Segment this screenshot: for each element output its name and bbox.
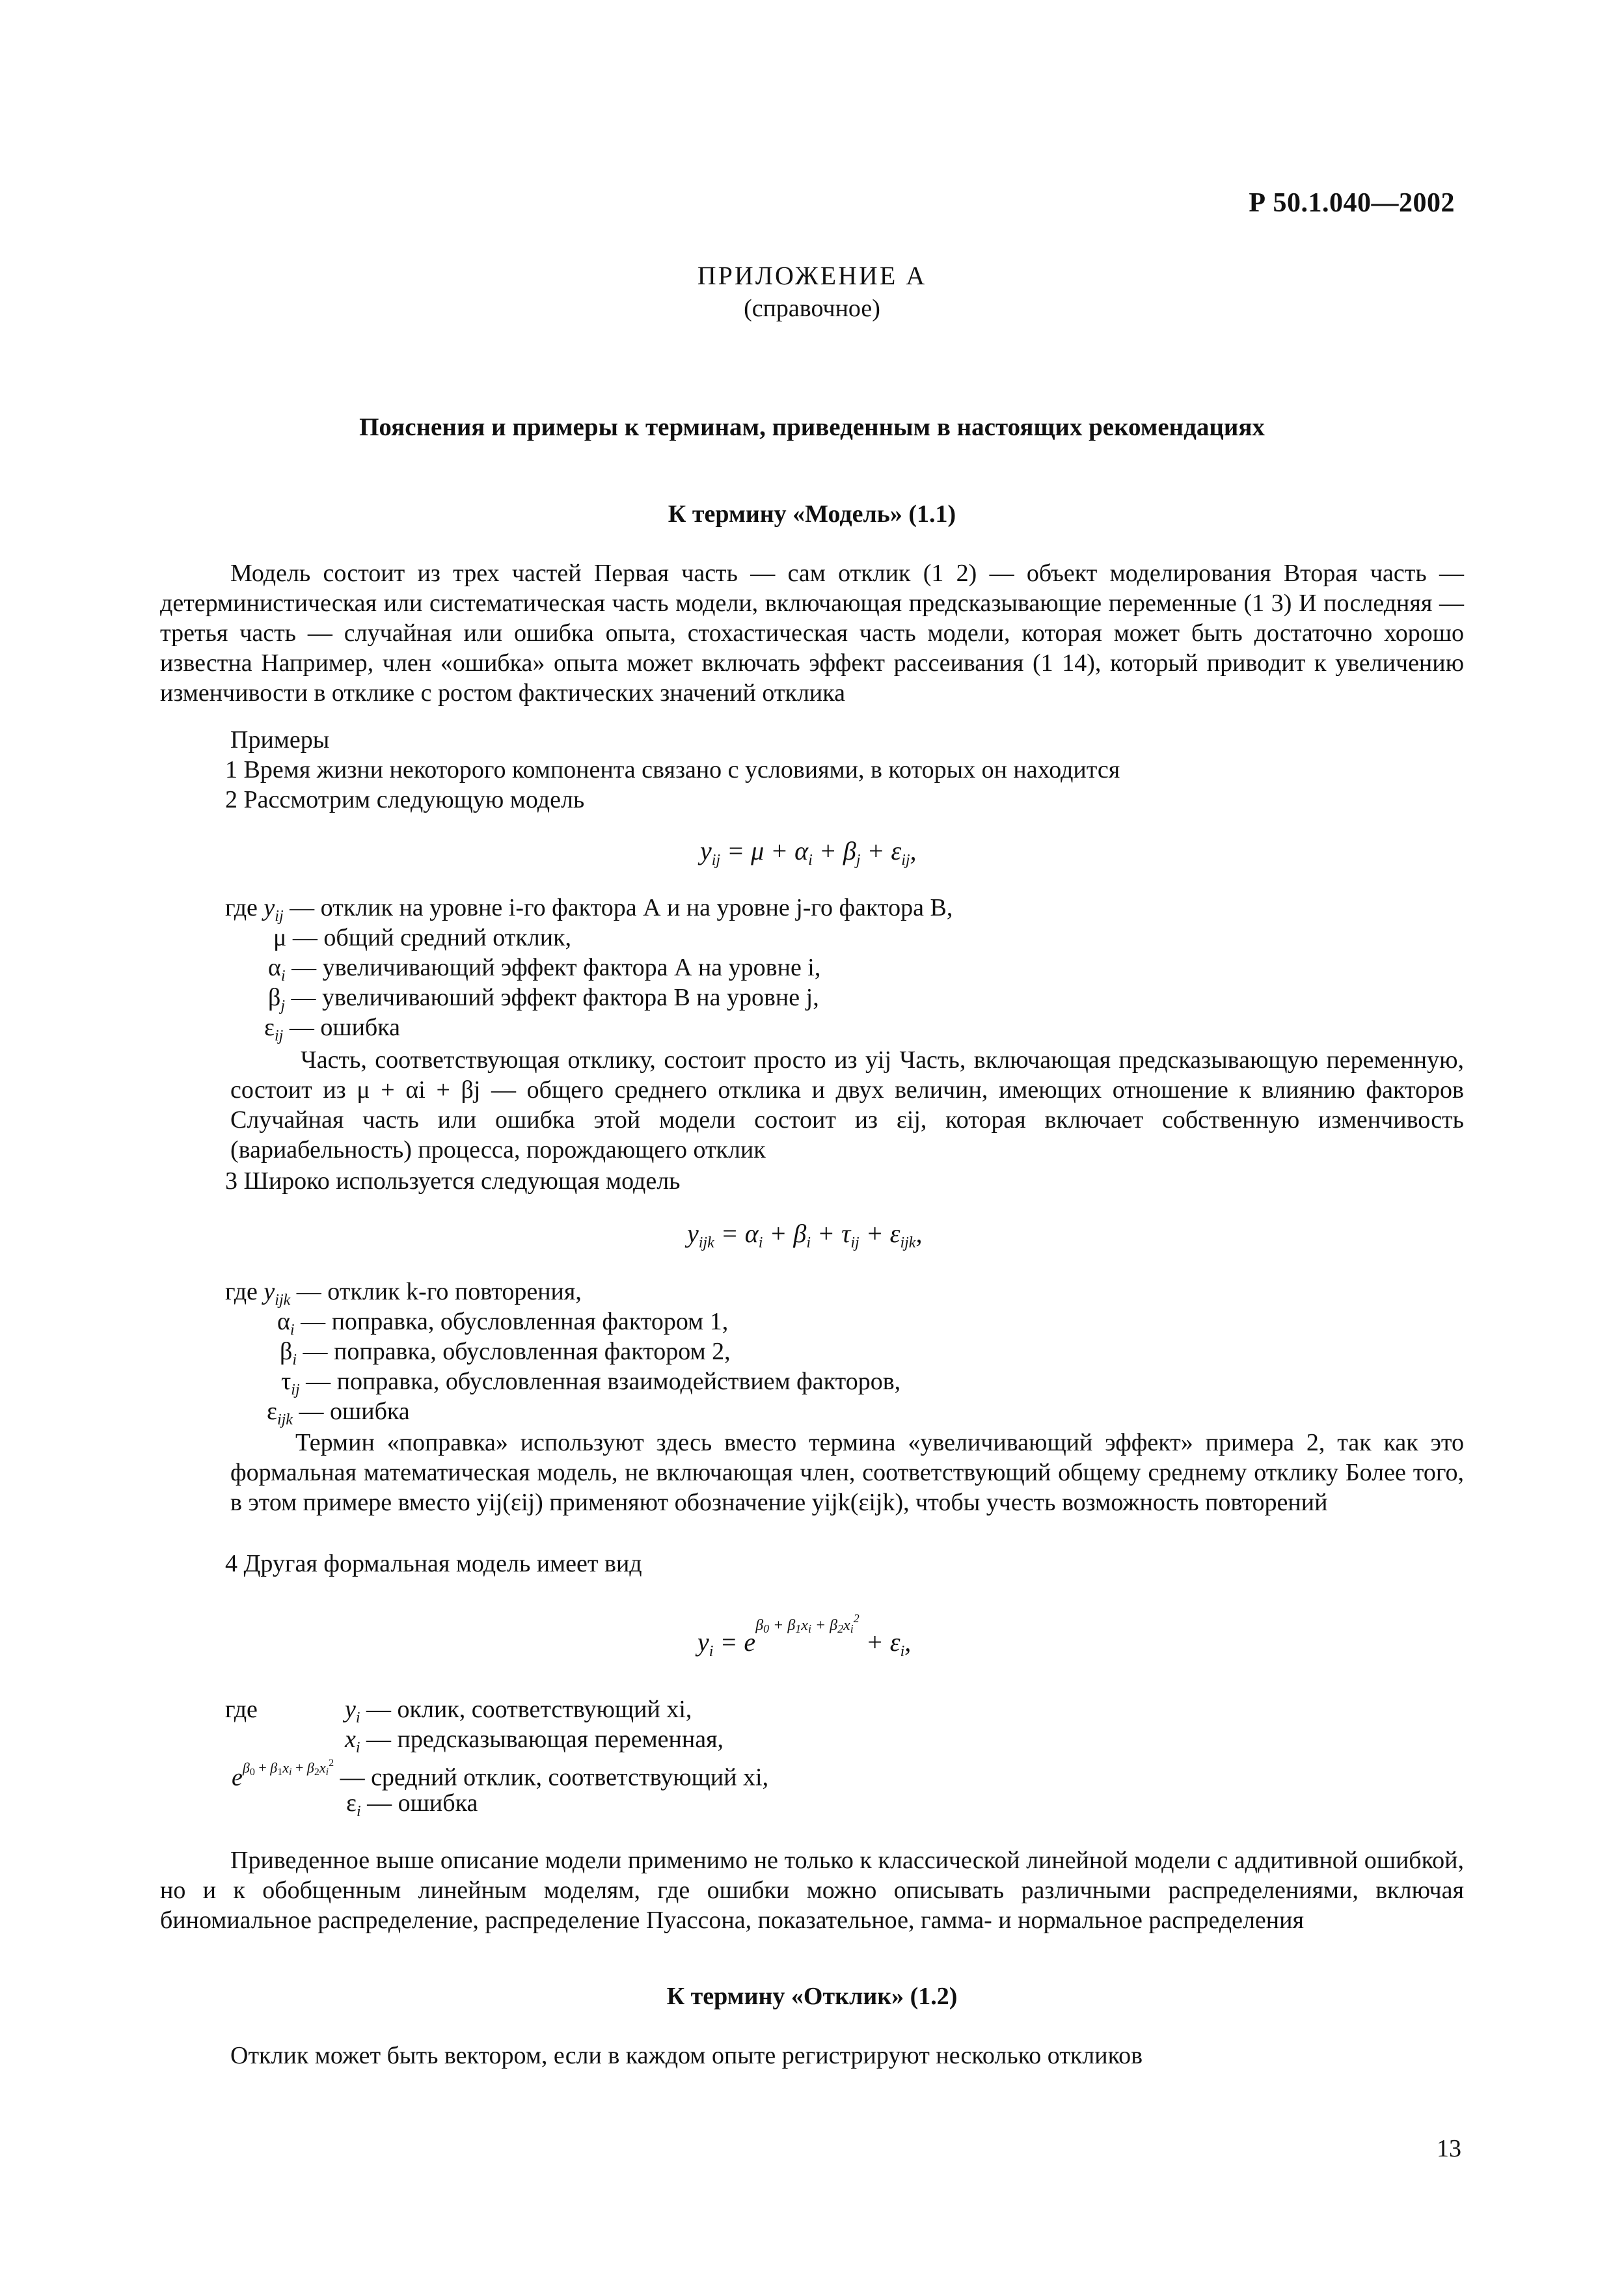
ex3-explanation [230, 1428, 1464, 1517]
ex3-def-text: — ошибка [299, 1398, 410, 1425]
ex3-def-text: — отклик k-го повторения, [296, 1278, 582, 1305]
ex4-def-text: — предсказывающая переменная, [366, 1726, 724, 1753]
examples-label: Примеры [230, 726, 330, 754]
example-2: 2 Рассмотрим следующую модель [225, 786, 585, 813]
response-text: Отклик может быть вектором, если в каждом опыте регистрируют несколько откликов [230, 2042, 1143, 2069]
ex2-def-text: — общий средний отклик, [292, 924, 572, 951]
ex3-def-eps: $\varepsilon_{ijk}$ — ошибка [267, 1398, 410, 1428]
ex2-def-text: — увеличивающий эффект фактора А на уровне i, [291, 954, 821, 981]
ex3-def-beta: $\beta_i$ — поправка, обусловленная фактором 2, [280, 1338, 731, 1368]
model-intro-text: Модель состоит из трех частей Первая часть — сам отклик (1 2) — объект моделирования Вторая часть — детерминистическая или систематическая часть модели, включающая предсказывающие переменные (1 3) И последняя — третья часть — случайная или ошибка опыта, стохастическая часть модели, которая может быть достаточно хорошо известна Например, член «ошибка» опыта может включать эффект рассеивания (1 14), который приводит к увеличению изменчивости в отклике с ростом фактических значений отклика [160, 560, 1464, 707]
ex2-def-text: — ошибка [289, 1014, 400, 1041]
ex4-def-text: — средний отклик, соответствующий xi, [340, 1763, 769, 1791]
model-closing [160, 1845, 1464, 1935]
ex3-def-tau: $\tau_{ij}$ — поправка, обусловленная взаимодействием факторов, [281, 1368, 901, 1398]
appendix-title: ПРИЛОЖЕНИЕ А [697, 261, 927, 290]
ex2-def-yij: где $y_{ij}$ — отклик на уровне i-го фактора А и на уровне j-го фактора В, [225, 894, 953, 925]
ex2-def-beta: $\beta_j$ — увеличиваюший эффект фактора В на уровне j, [268, 984, 819, 1014]
formula-ex2: $y_{ij} = \mu + \alpha_i + \beta_j + \varepsilon_{ij}$, [700, 836, 917, 869]
ex2-explanation-text: Часть, соответствующая отклику, состоит просто из yij Часть, включающая предсказывающую переменную, состоит из μ + αi + βj — общего среднего отклика и двух величин, имеющих отношение к влиянию факторов Случайная часть или ошибка этой модели состоит из εij, которая включает собственную изменчивость (вариабельность) процесса, порождающего отклик [230, 1046, 1464, 1163]
ex4-def-mean: $e^{\beta_0 + \beta_1x_i + \beta_2x_i^2}$ — средний отклик, соответствующий xi, [232, 1758, 769, 1791]
appendix-subtitle: (справочное) [744, 295, 880, 322]
formula-ex3: $y_{ijk} = \alpha_i + \beta_i + \tau_{ij} + \varepsilon_{ijk}$, [687, 1219, 923, 1251]
ex2-def-text: — увеличиваюший эффект фактора В на уровне j, [291, 984, 819, 1011]
ex4-def-xi: $x_i$ — предсказывающая переменная, [345, 1726, 724, 1756]
ex2-def-eps: $\varepsilon_{ij}$ — ошибка [264, 1014, 400, 1044]
example-4: 4 Другая формальная модель имеет вид [225, 1550, 642, 1577]
ex3-def-text: — поправка, обусловленная фактором 2, [303, 1338, 731, 1365]
standard-number: Р 50.1.040—2002 [1249, 188, 1455, 218]
formula-ex4: $y_i = e^{\beta_0 + \beta_1x_i + \beta_2x_i^2} + \varepsilon_i$, [697, 1611, 912, 1660]
ex3-explanation-text: Термин «поправка» используют здесь вместо термина «увеличивающий эффект» примера 2, так как это формальная математическая модель, не включающая член, соответствующий общему среднему отклику Более того, в этом примере вместо yij(εij) применяют обозначение yijk(εijk), чтобы учесть возможность повторений [230, 1429, 1464, 1516]
ex2-def-mu: μ — общий средний отклик, [273, 924, 572, 951]
ex4-def-text: — оклик, соответствующий xi, [366, 1696, 692, 1723]
section-heading-response: К термину «Отклик» (1.2) [666, 1983, 958, 2010]
example-1: 1 Время жизни некоторого компонента связано с условиями, в которых он находится [225, 756, 1120, 783]
ex3-def-yijk: где $y_{ijk}$ — отклик k-го повторения, [225, 1278, 582, 1309]
section-heading-model: К термину «Модель» (1.1) [668, 500, 956, 528]
ex4-def-text: — ошибка [367, 1789, 478, 1817]
where-label: где [225, 1278, 258, 1305]
ex3-def-alpha: $\alpha_i$ — поправка, обусловленная фактором 1, [277, 1308, 729, 1339]
ex3-def-text: — поправка, обусловленная взаимодействием факторов, [306, 1368, 901, 1395]
ex2-explanation [230, 1045, 1464, 1165]
document-title: Пояснения и примеры к терминам, приведенным в настоящих рекомендациях [359, 413, 1265, 441]
ex4-def-yi: $y_i$ — оклик, соответствующий xi, [345, 1696, 692, 1726]
ex3-def-text: — поправка, обусловленная фактором 1, [301, 1308, 729, 1335]
where-label: где [225, 894, 258, 921]
page-number: 13 [1437, 2135, 1461, 2162]
ex2-def-alpha: $\alpha_i$ — увеличивающий эффект фактора А на уровне i, [268, 954, 821, 985]
ex4-def-eps: $\varepsilon_i$ — ошибка [346, 1789, 478, 1820]
example-3: 3 Широко используется следующая модель [225, 1167, 681, 1195]
model-intro [160, 558, 1464, 708]
model-closing-text: Приведенное выше описание модели применимо не только к классической линейной модели с аддитивной ошибкой, но и к обобщенным линейным моделям, где ошибки можно описывать различными распределениями, включая биномиальное распределение, распределение Пуассона, показательное, гамма- и нормальное распределения [160, 1847, 1464, 1934]
ex4-where: где [225, 1696, 258, 1723]
ex2-def-text: — отклик на уровне i-го фактора А и на уровне j-го фактора В, [290, 894, 953, 921]
